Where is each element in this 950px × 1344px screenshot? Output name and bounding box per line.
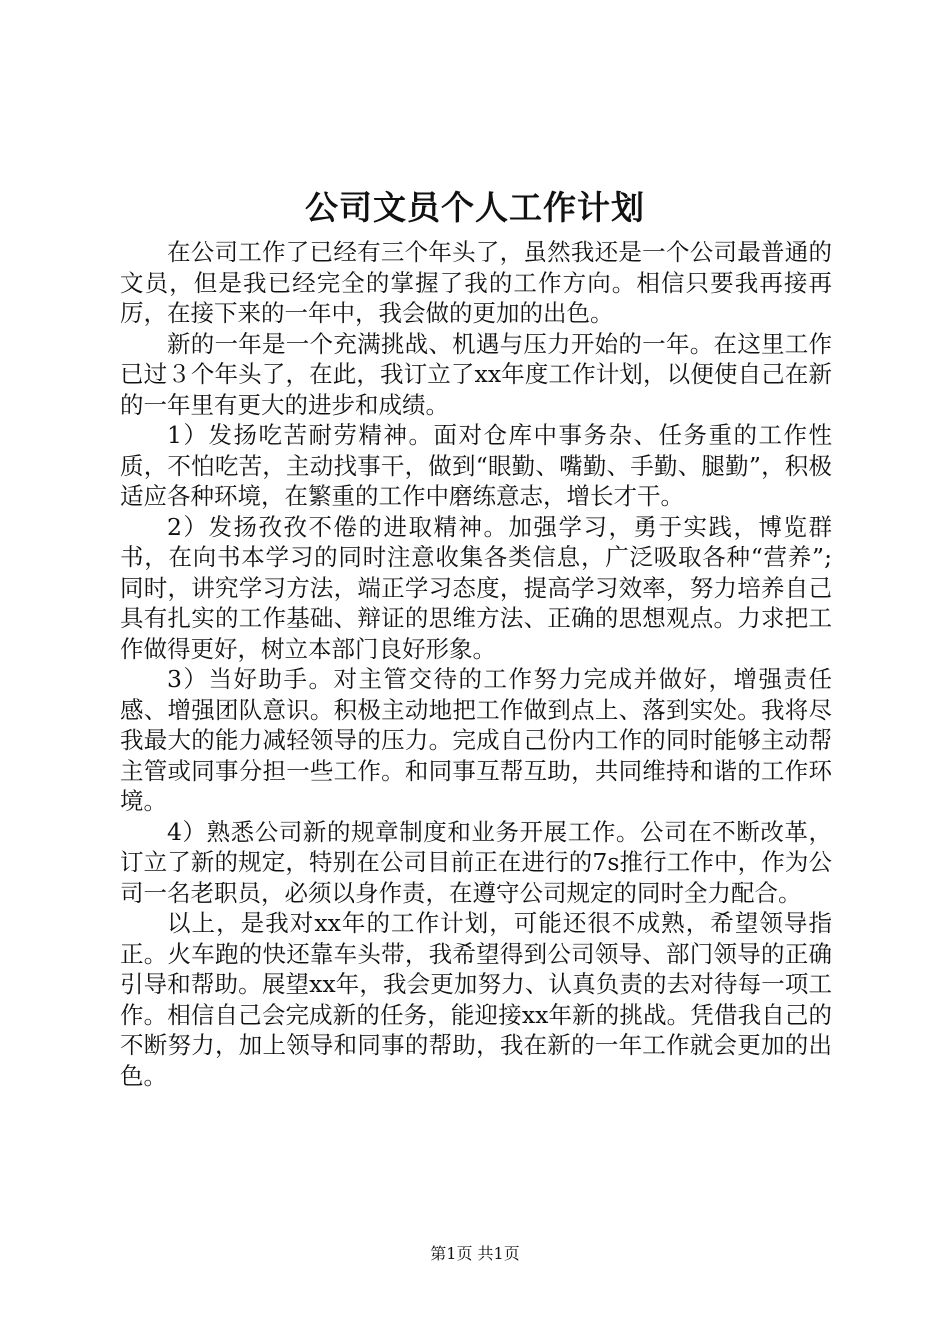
- paragraph-intro: 在公司工作了已经有三个年头了，虽然我还是一个公司最普通的文员，但是我已经完全的掌握了我的工作方向。相信只要我再接再厉，在接下来的一年中，我会做的更加的出色。: [120, 238, 832, 327]
- page-footer: 第1页 共1页: [430, 1244, 520, 1263]
- paragraph-item-4: 4）熟悉公司新的规章制度和业务开展工作。公司在不断改革，订立了新的规定，特别在公司目前正在进行的7s推行工作中，作为公司一名老职员，必须以身作责，在遵守公司规定的同时全力配合。: [120, 817, 832, 907]
- paragraph-conclusion: 以上，是我对xx年的工作计划，可能还很不成熟，希望领导指正。火车跑的快还靠车头带，我希望得到公司领导、部门领导的正确引导和帮助。展望xx年，我会更加努力、认真负责的去对待每一项工作。相信自己会完成新的任务，能迎接xx年新的挑战。凭借我自己的不断努力，加上领导和同事的帮助，我在新的一年工作就会更加的出色。: [120, 909, 832, 1090]
- document-body: [120, 237, 832, 1091]
- paragraph-item-1: 1）发扬吃苦耐劳精神。面对仓库中事务杂、任务重的工作性质，不怕吃苦，主动找事干，做到“眼勤、嘴勤、手勤、腿勤”，积极适应各种环境，在繁重的工作中磨练意志，增长才干。: [120, 421, 832, 510]
- paragraph-new-year: 新的一年是一个充满挑战、机遇与压力开始的一年。在这里工作已过３个年头了，在此，我订立了xx年度工作计划，以便使自己在新的一年里有更大的进步和成绩。: [120, 329, 832, 419]
- paragraph-item-2: 2）发扬孜孜不倦的进取精神。加强学习，勇于实践，博览群书，在向书本学习的同时注意收集各类信息，广泛吸取各种“营养”;同时，讲究学习方法，端正学习态度，提高学习效率，努力培养自己具有扎实的工作基础、辩证的思维方法、正确的思想观点。力求把工作做得更好，树立本部门良好形象。: [120, 512, 832, 663]
- paragraph-item-3: 3）当好助手。对主管交待的工作努力完成并做好，增强责任感、增强团队意识。积极主动地把工作做到点上、落到实处。我将尽我最大的能力减轻领导的压力。完成自己份内工作的同时能够主动帮主管或同事分担一些工作。和同事互帮互助，共同维持和谐的工作环境。: [120, 665, 832, 815]
- document-title: 公司文员个人工作计划: [305, 188, 645, 227]
